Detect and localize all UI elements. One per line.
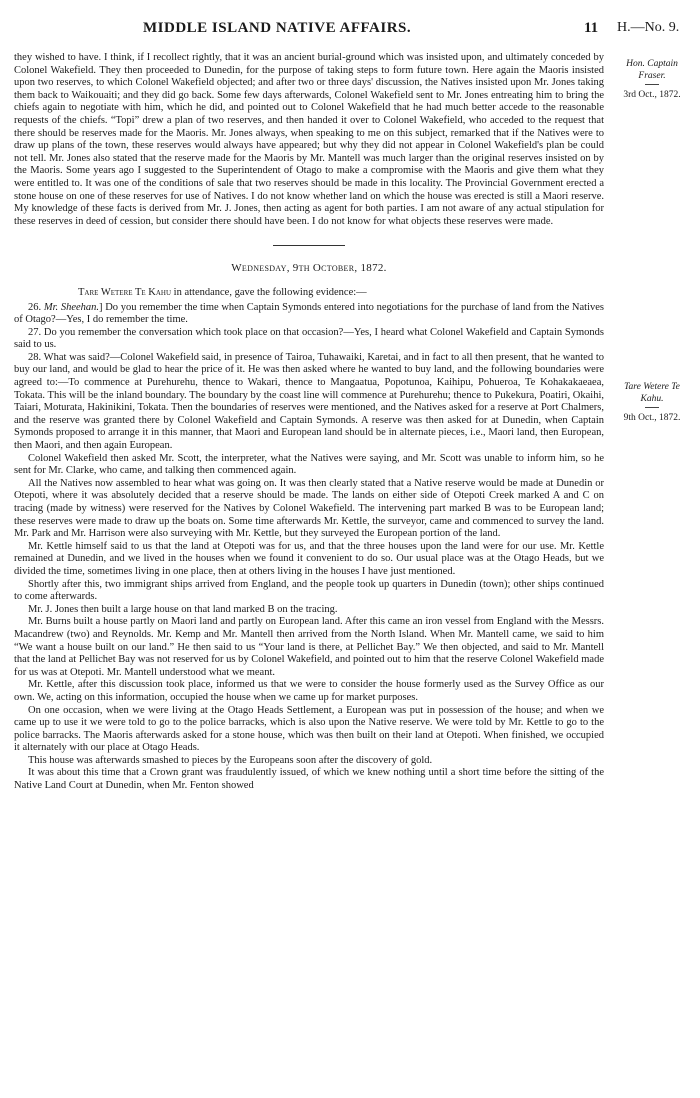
paragraph: they wished to have. I think, if I recollect rightly, that it was an ancient burial-ground which was insisted upon, and ultimately conceded by Colonel Wakefield. They then proceeded to Dunedin, for the purpose of taking steps to form future town. Here again the Maoris insisted upon two reserves, to which Colonel Wakefield objected; and after two or three days' discussion, the Natives insisted upon Mr. Jones taking them back to Waikouaiti; and they did go back. Some few days afterwards, Colonel Wakefield sent to Mr. Jones entreating him to bring the chiefs again to negotiate with him, which he did, and pointed out to Colonel Wakefield that he had much better accede to the reasonable requests of the chiefs. “Topi” drew a plan of two reserves, and then handed it over to Colonel Wakefield, who acceded to the request that there should be reserves made for the Maoris. Mr. Jones always, when speaking to me on this subject, remarked that if the Natives were to draw up plans of the town, these reserves would always have appeared; but why they did not appear in Colonel Wakefield's plan be could not tell. Mr. Jones also stated that the reserve made for the Maoris by Mr. Mantell was much larger than the original reserves insisted on by the Maoris. Some years ago I suggested to the Superintendent of Otago to make a compromise with the Maoris and give them what they were entitled to. It was one of the conditions of sale that two reserves should be made in this locality. The Provincial Government erected a stone house on one of these reserves for use of Natives. I do not know whether land on which the house was erected is still a Maori reserve. My knowledge of these facts is derived from Mr. J. Jones, then acting as agent for both parties. I am not aware of any actual stipulation for these reserves in deed of cession, but consider there should have been. I do not know for what objects these reserves were made. <box>14 52 604 227</box>
attendance-text: in attendance, gave the following evidence:— <box>171 286 367 298</box>
page-header <box>0 20 700 44</box>
page-title: MIDDLE ISLAND NATIVE AFFAIRS. <box>143 20 412 36</box>
paragraph: 27. Do you remember the conversation which took place on that occasion?—Yes, I heard what Colonel Wakefield and Captain Symonds said to us. <box>14 326 604 351</box>
paragraph: This house was afterwards smashed to pieces by the Europeans soon after the discovery of gold. <box>28 754 433 766</box>
date-heading: Wednesday, 9th October, 1872. <box>231 262 387 275</box>
margin-note-divider <box>645 84 659 85</box>
paragraph: Colonel Wakefield then asked Mr. Scott, the interpreter, what the Natives were saying, and Mr. Scott was unable to inform him, so he sent for Mr. Clarke, who came, and talking then commenced again. <box>14 452 604 477</box>
paragraph: Mr. Kettle himself said to us that the land at Otepoti was for us, and that the three houses upon the land were for our use. Mr. Kettle remained at Dunedin, and we lived in the houses when we found it convenient to do so. Our usual place was at the Otago Heads, but we divided the time, sometimes living in one place, then at others living in the houses I have just mentioned. <box>14 540 604 577</box>
paragraph: 28. What was said?—Colonel Wakefield said, in presence of Tairoa, Tuhawaiki, Karetai, and in fact to all then present, that he wanted to buy our land, and would be glad to hear the price of it. He was then asked where he wanted to buy land, and the following boundaries were agreed to:—To commence at Purehurehu, thence to Wakari, thence to Mangaatua, Popotunoa, Kaihipu, Pohueroa, Te Kohakakaeaea, Tokata. This will be the inland boundary. The boundary by the coast line will commence at Purehurehu; thence to Pukekura, Poatiri, Okaihi, Taiari, Moturata, Hakinikini, Tokata. Then the boundaries of reserves were mentioned, and the Natives asked for a reserve at Port Chalmers, and the reserve was granted there by Colonel Wakefield and Captain Symonds. A reserve was then asked for at Dunedin, when Captain Symonds proposed to arrange it in this manner, that Maori and European land should be in alternate pieces, i.e., Maori land, then European, then Maori, and then again European. <box>14 351 604 452</box>
main-text <box>14 52 604 793</box>
margin-note-divider <box>645 407 659 408</box>
margin-note-tare <box>612 381 692 424</box>
margin-note-fraser <box>612 58 692 101</box>
margin-note-name: Tare Wetere Te Kahu. <box>624 382 680 404</box>
paragraph: Mr. J. Jones then built a large house on that land marked B on the tracing. <box>28 603 338 615</box>
page-number: 11 <box>584 20 599 36</box>
document-reference: H.—No. 9. <box>617 20 680 35</box>
paragraph: All the Natives now assembled to hear what was going on. It was then clearly stated that a Native reserve would be made at Dunedin or Otepoti, where it was absolutely decided that a reserve should be made. The lands on either side of Otepoti Creek marked A and C on tracing (made by witness) were reserved for the Natives by Colonel Wakefield. The intervening part marked B was to be European land; these reserves were made to draw up the boats on. Some time afterwards Mr. Kettle, the surveyor, came and commenced to survey the land. Mr. Park and Mr. Harrison were also surveying with Mr. Kettle, but they surveyed the European portion of the land. <box>14 477 604 540</box>
attendance-line <box>14 287 604 300</box>
section-divider <box>273 245 345 246</box>
witness-name: Tare Wetere Te Kahu <box>78 286 172 298</box>
questioner: Mr. Sheehan. <box>43 301 100 313</box>
paragraph: Mr. Kettle, after this discussion took place, informed us that we were to consider the house formerly used as the Survey Office as our own. We, acting on this information, occupied the house when we came up for market purposes. <box>14 679 604 703</box>
evidence-fraser <box>14 52 604 228</box>
paragraph: On one occasion, when we were living at the Otago Heads Settlement, a European was put in possession of the house; and when we came up to use it we were told to go to the police barracks, which is also upon the Native reserve. We were told by Mr. Kettle to go to the police barracks. The Maoris afterwards asked for a stone house, which was then built on their land at Otepoti. When finished, we occupied it alternately with our place at Otago Heads. <box>14 704 604 754</box>
paragraph: Mr. Burns built a house partly on Maori land and partly on European land. After this came an iron vessel from England with the Messrs. Macandrew (two) and Reynolds. Mr. Kemp and Mr. Mantell then arrived from the North Island. When Mr. Mantell came, we said to him “We want a house built on our land.” He then said to us “Your land is there, at Pellichet Bay.” We then objected, and said to Mr. Mantell that the land at Pellichet Bay was not reserved for us by Colonel Wakefield, and pointed out to him that the reserve Colonel Wakefield made for us was at Otepoti. Mr. Mantell understood what we meant. <box>14 616 604 678</box>
paragraph: It was about this time that a Crown grant was fraudulently issued, of which we knew nothing until a short time before the sitting of the Native Land Court at Dunedin, when Mr. Fenton showed <box>14 767 604 792</box>
question-text: ] Do you remember the time when Captain Symonds entered into negotiations for the purchase of land from the Natives of Otago?—Yes, I do remember the time. <box>14 301 605 326</box>
question-26 <box>14 302 604 327</box>
question-number: 26. <box>28 301 42 313</box>
margin-note-date: 3rd Oct., 1872. <box>623 90 681 100</box>
margin-note-name: Hon. Captain Fraser. <box>626 59 678 81</box>
paragraph: Shortly after this, two immigrant ships arrived from England, and the people took up quarters in Dunedin (town); other ships continued to come afterwards. <box>14 578 604 603</box>
margin-note-date: 9th Oct., 1872. <box>623 413 681 423</box>
